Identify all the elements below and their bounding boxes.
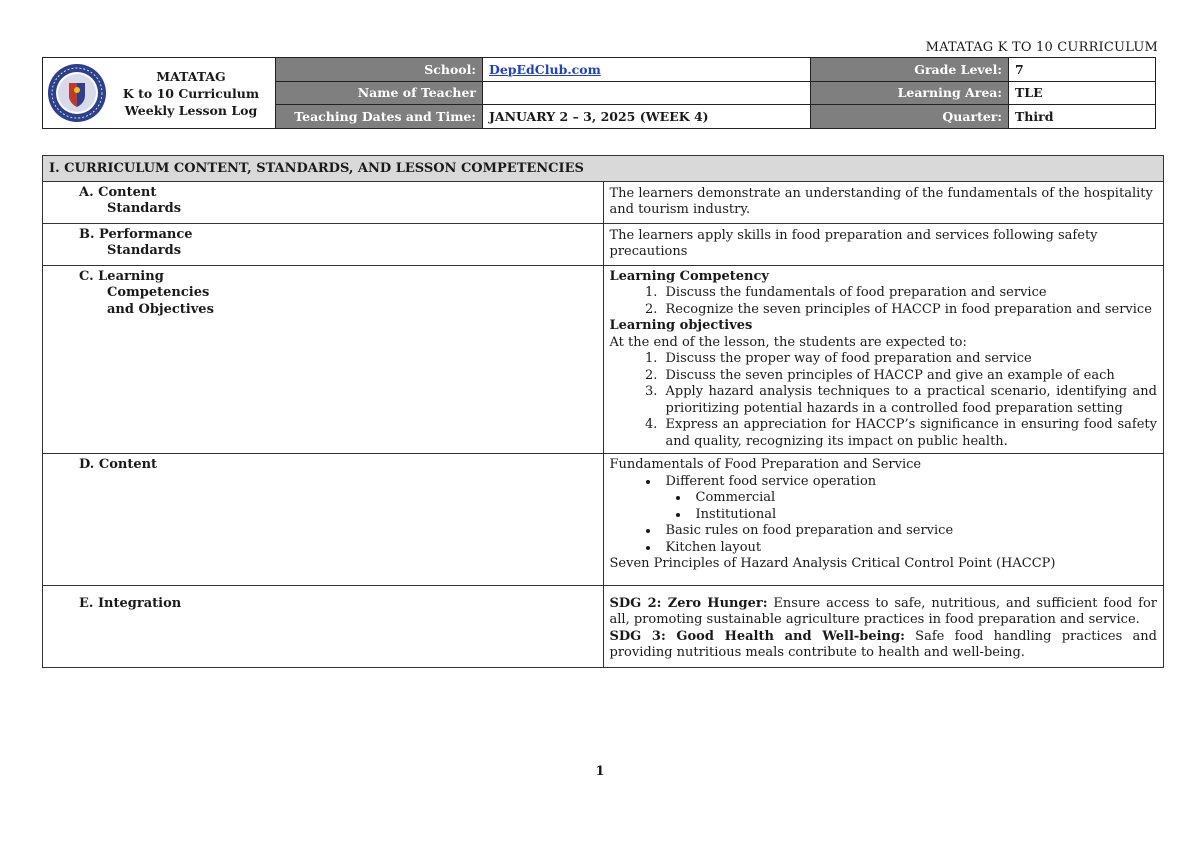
logo-cell — [43, 58, 276, 129]
performance-standards-label: B. Performance Standards — [43, 223, 604, 265]
content-title: Fundamentals of Food Preparation and Service — [609, 457, 922, 472]
curriculum-table — [42, 155, 1164, 668]
content-cell — [603, 454, 1164, 586]
teaching-dates-label: Teaching Dates and Time: — [276, 105, 483, 129]
content-standards-label: A. Content Standards — [43, 181, 604, 223]
lesson-log-header — [42, 57, 1156, 129]
content-footer: Seven Principles of Hazard Analysis Critical Control Point (HACCP) — [609, 556, 1056, 571]
list-item: • Different food service operation • Commercial • Institutional — [660, 474, 1158, 524]
list-item: 2. Discuss the seven principles of HACCP and give an example of each — [662, 368, 1158, 385]
list-item: • Kitchen layout — [660, 540, 1158, 557]
performance-standards-text: The learners apply skills in food preparation and services following safety precautions — [603, 223, 1164, 265]
school-label: School: — [276, 58, 483, 82]
competencies-label: C. Learning Competencies and Objectives — [43, 265, 604, 454]
curriculum-header-label: MATATAG K TO 10 CURRICULUM — [925, 40, 1158, 55]
integration-label: E. Integration — [43, 585, 604, 667]
content-list — [610, 474, 1158, 557]
list-item: • Institutional — [690, 507, 1158, 524]
objectives-intro: At the end of the lesson, the students are expected to: — [609, 334, 967, 350]
content-label: D. Content — [43, 454, 604, 586]
sdg2-paragraph: SDG 2: Zero Hunger: Ensure access to safe, nutritious, and sufficient food for all, promoting sustainable agriculture practices in food preparation and service. — [609, 595, 1157, 627]
deped-seal-icon — [47, 63, 107, 123]
page-number: 1 — [595, 764, 605, 779]
list-item: 4. Express an appreciation for HACCP’s significance in ensuring food safety and quality, recognizing its impact on public health. — [662, 417, 1158, 450]
content-standards-text: The learners demonstrate an understanding of the fundamentals of the hospitality and tourism industry. — [603, 181, 1164, 223]
list-item: 1. Discuss the proper way of food preparation and service — [662, 351, 1158, 368]
list-item: 1. Discuss the fundamentals of food preparation and service — [662, 285, 1158, 302]
grade-level-value: 7 — [1009, 58, 1156, 82]
school-value — [483, 58, 811, 82]
grade-level-label: Grade Level: — [811, 58, 1009, 82]
competency-list — [610, 285, 1158, 318]
objectives-heading: Learning objectives — [609, 318, 753, 333]
list-item: 3. Apply hazard analysis techniques to a practical scenario, identifying and prioritizing potential hazards in a controlled food preparation setting — [662, 384, 1158, 417]
section-heading: I. CURRICULUM CONTENT, STANDARDS, AND LESSON COMPETENCIES — [43, 156, 1164, 182]
list-item: • Commercial — [690, 490, 1158, 507]
quarter-value: Third — [1009, 105, 1156, 129]
sdg3-paragraph: SDG 3: Good Health and Well-being: Safe food handling practices and providing nutritious meals contribute to health and well-being. — [609, 628, 1157, 660]
competencies-cell — [603, 265, 1164, 454]
teaching-dates-value: JANUARY 2 – 3, 2025 (WEEK 4) — [483, 105, 811, 129]
objectives-list — [610, 351, 1158, 450]
learning-area-value: TLE — [1009, 81, 1156, 105]
competency-heading: Learning Competency — [609, 268, 769, 284]
list-item: 2. Recognize the seven principles of HACCP in food preparation and service — [662, 302, 1158, 319]
learning-area-label: Learning Area: — [811, 81, 1009, 105]
lesson-log-title: MATATAG K to 10 Curriculum Weekly Lesson Log — [122, 68, 260, 118]
quarter-label: Quarter: — [811, 105, 1009, 129]
list-item: • Basic rules on food preparation and service — [660, 523, 1158, 540]
teacher-name-value — [483, 81, 811, 105]
integration-cell — [603, 585, 1164, 667]
teacher-name-label: Name of Teacher — [276, 81, 483, 105]
school-link[interactable]: DepEdClub.com — [489, 61, 601, 77]
